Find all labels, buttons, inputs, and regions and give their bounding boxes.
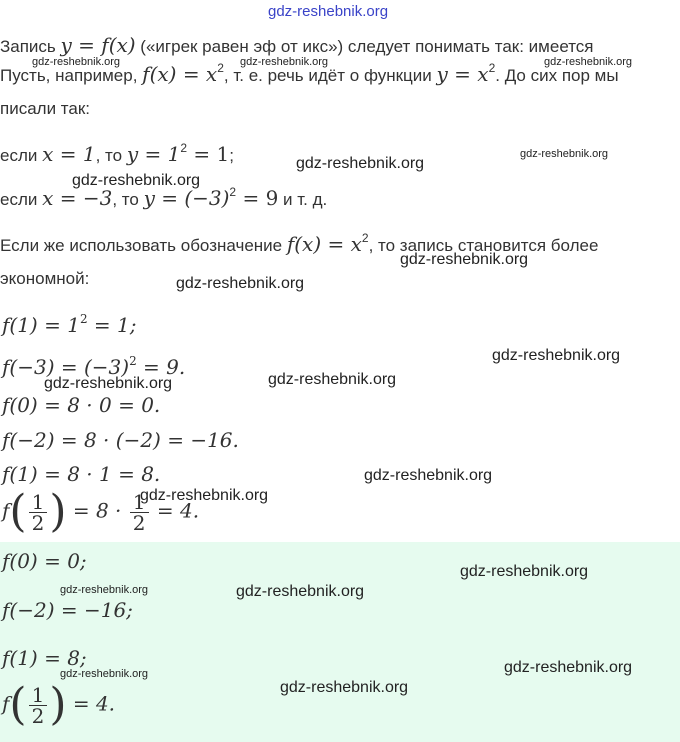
paragraph-3: писали так: [0, 99, 91, 118]
example-2 [0, 187, 327, 211]
eq-f: f [2, 691, 10, 716]
math-x-eq-1: x = 1 [42, 142, 96, 166]
watermark: gdz-reshebnik.org [60, 668, 149, 680]
superscript: 2 [229, 185, 237, 199]
example-1 [0, 143, 234, 167]
watermark: gdz-reshebnik.org [544, 56, 633, 68]
math-eq-9: = 9 [236, 186, 279, 210]
answer-4 [2, 679, 116, 730]
answer-1 [2, 549, 87, 573]
watermark: gdz-reshebnik.org [296, 155, 425, 172]
watermark: gdz-reshebnik.org [400, 251, 529, 268]
equation-5 [2, 462, 160, 486]
answer-3 [2, 646, 87, 670]
eq-lhs: f(−3) = (−3) [2, 355, 130, 379]
watermark: gdz-reshebnik.org [492, 347, 621, 364]
watermark: gdz-reshebnik.org [176, 275, 305, 292]
text: , то [95, 146, 127, 165]
math-eq-1: = 1 [187, 142, 230, 166]
text: Если же использовать обозначение [0, 236, 287, 255]
superscript: 2 [129, 354, 137, 368]
watermark: gdz-reshebnik.org [140, 487, 269, 504]
eq-f: f [2, 498, 10, 523]
text: , то запись становится более [368, 236, 599, 255]
watermark: gdz-reshebnik.org [44, 375, 173, 392]
text: , т. е. речь идёт о функции [223, 66, 437, 85]
watermark: gdz-reshebnik.org [240, 56, 329, 68]
fraction-numerator: 1 [29, 685, 48, 706]
text: («игрек равен эф от икс») следует понимать так: имеется [135, 37, 594, 56]
fraction-half [29, 682, 48, 728]
superscript: 2 [79, 312, 88, 326]
eq-end: = 4. [150, 498, 200, 523]
eq-text: f(1) = 8 · 1 = 8. [2, 462, 161, 486]
watermark: gdz-reshebnik.org [520, 148, 609, 160]
text: Пусть, например, [0, 66, 143, 85]
eq-rhs: = 9. [136, 355, 186, 379]
fraction-denominator: 2 [132, 510, 146, 535]
fraction-numerator: 1 [29, 492, 48, 513]
text: если [0, 146, 43, 165]
watermark: gdz-reshebnik.org [280, 679, 409, 696]
paragraph-5: экономной: [0, 269, 90, 288]
answer-text: f(1) = 8; [2, 646, 87, 670]
math-y-eq-x2: y = x [436, 62, 489, 86]
fraction-denominator: 2 [31, 703, 45, 728]
right-paren: ) [49, 679, 67, 730]
superscript: 2 [180, 141, 187, 155]
watermark: gdz-reshebnik.org [60, 584, 149, 596]
text: ; [229, 146, 234, 165]
equation-3 [2, 393, 160, 417]
watermark: gdz-reshebnik.org [72, 172, 201, 189]
right-paren: ) [49, 486, 67, 537]
text: Запись [0, 37, 61, 56]
eq-lhs: f(1) = 1 [2, 313, 80, 337]
eq-text: f(−2) = 8 · (−2) = −16. [2, 428, 239, 452]
text: . До сих пор мы [495, 66, 619, 85]
equation-4 [2, 428, 239, 452]
math-fx-eq-x2: f(x) = x [286, 232, 362, 256]
watermark: gdz-reshebnik.org [460, 563, 589, 580]
paragraph-1 [0, 34, 594, 58]
math-fx-eq-x2: f(x) = x [142, 62, 218, 86]
watermark: gdz-reshebnik.org [364, 467, 493, 484]
text: если [0, 190, 43, 209]
superscript: 2 [217, 61, 224, 75]
eq-end: = 4. [66, 691, 116, 716]
fraction-numerator: 1 [130, 492, 149, 513]
answer-2 [2, 598, 133, 622]
fraction-denominator: 2 [31, 510, 45, 535]
superscript: 2 [488, 61, 496, 75]
superscript: 2 [361, 231, 369, 245]
left-paren: ( [9, 679, 27, 730]
math-y-eq-m3sq: y = (−3) [143, 186, 230, 210]
watermark: gdz-reshebnik.org [32, 56, 121, 68]
left-paren: ( [9, 486, 27, 537]
eq-rhs: = 1; [87, 313, 137, 337]
fraction-half [29, 489, 48, 535]
answer-text: f(0) = 0; [2, 549, 87, 573]
math-y-eq-fx: y = f(x) [60, 33, 136, 57]
text: и т. д. [278, 190, 328, 209]
eq-text: f(0) = 8 · 0 = 0. [2, 393, 161, 417]
watermark-top: gdz-reshebnik.org [268, 3, 389, 20]
eq-mid: = 8 · [66, 498, 128, 523]
text: , то [112, 190, 144, 209]
math-x-eq-m3: x = −3 [42, 186, 113, 210]
math-y-eq-1sq: y = 1 [126, 142, 181, 166]
watermark: gdz-reshebnik.org [236, 583, 365, 600]
equation-1 [2, 313, 137, 337]
watermark: gdz-reshebnik.org [504, 659, 633, 676]
watermark: gdz-reshebnik.org [268, 371, 397, 388]
answer-text: f(−2) = −16; [2, 598, 133, 622]
